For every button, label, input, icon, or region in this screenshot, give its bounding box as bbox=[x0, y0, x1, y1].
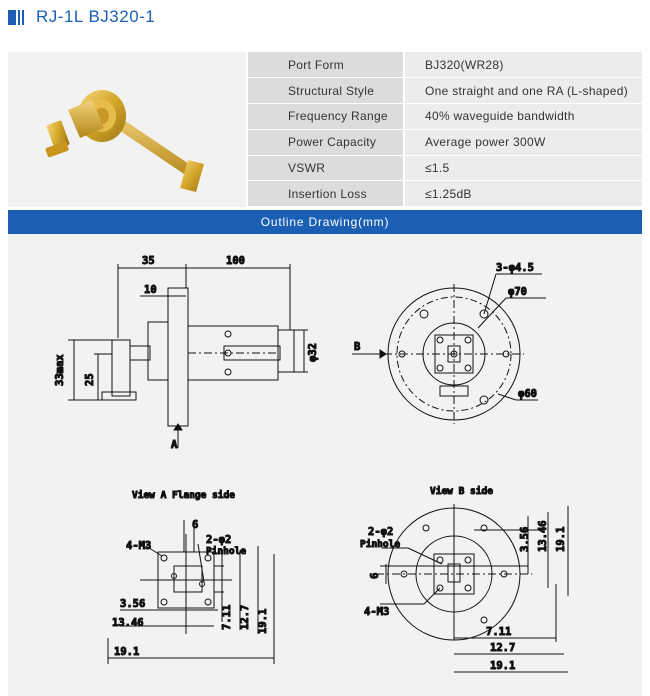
spec-section bbox=[8, 52, 642, 207]
view-a-label: A bbox=[171, 439, 178, 451]
spec-label: Port Form bbox=[248, 52, 404, 78]
table-row bbox=[248, 52, 642, 78]
pinhole-label: Pinhole bbox=[206, 546, 247, 557]
spec-value: BJ320(WR28) bbox=[404, 52, 642, 78]
spec-label: Structural Style bbox=[248, 78, 404, 104]
spec-value: ≤1.5 bbox=[404, 155, 642, 181]
dim-b-13-46: 13.46 bbox=[537, 520, 549, 552]
dim-b-19-1-horizontal: 19.1 bbox=[490, 660, 516, 672]
dim-4-m3: 4-M3 bbox=[126, 540, 152, 552]
page-title: RJ-1L BJ320-1 bbox=[36, 7, 156, 26]
outline-drawing bbox=[8, 234, 642, 696]
dim-10: 10 bbox=[144, 284, 157, 296]
side-view bbox=[68, 264, 308, 448]
technical-drawing bbox=[8, 234, 642, 696]
table-row bbox=[248, 129, 642, 155]
dim-13-46: 13.46 bbox=[112, 617, 144, 629]
spec-value: ≤1.25dB bbox=[404, 181, 642, 207]
dim-b-3-56: 3.56 bbox=[519, 526, 531, 552]
outline-drawing-title: Outline Drawing(mm) bbox=[8, 210, 642, 234]
view-b-title: View B side bbox=[430, 486, 493, 497]
dim-b-2-phi2: 2-φ2 bbox=[368, 526, 394, 538]
dim-3-56: 3.56 bbox=[120, 598, 146, 610]
dim-b-12-7: 12.7 bbox=[490, 642, 516, 654]
view-a-title: View A Flange side bbox=[132, 490, 235, 501]
dim-12-7: 12.7 bbox=[239, 604, 251, 630]
spec-label: Power Capacity bbox=[248, 129, 404, 155]
dim-b-19-1-vertical: 19.1 bbox=[555, 526, 567, 552]
dim-35: 35 bbox=[142, 255, 155, 267]
dim-19-1-vertical: 19.1 bbox=[257, 608, 269, 634]
view-b-label: B bbox=[354, 341, 361, 353]
dim-19-1-horizontal: 19.1 bbox=[114, 646, 140, 658]
spec-value: One straight and one RA (L-shaped) bbox=[404, 78, 642, 104]
dim-7-11: 7.11 bbox=[221, 604, 233, 630]
dim-6: 6 bbox=[192, 519, 199, 531]
spec-label: VSWR bbox=[248, 155, 404, 181]
table-row bbox=[248, 155, 642, 181]
table-row bbox=[248, 78, 642, 104]
rotary-joint-photo-icon bbox=[8, 52, 246, 207]
dim-b-7-11: 7.11 bbox=[486, 626, 512, 638]
spec-label: Frequency Range bbox=[248, 104, 404, 130]
pinhole-label-b: Pinhole bbox=[360, 539, 401, 550]
dim-25: 25 bbox=[84, 373, 96, 386]
spec-label: Insertion Loss bbox=[248, 181, 404, 207]
title-bars-icon bbox=[8, 10, 26, 25]
dim-3-phi4-5: 3-φ4.5 bbox=[496, 262, 534, 274]
table-row bbox=[248, 181, 642, 207]
dim-100: 100 bbox=[226, 255, 245, 267]
spec-value: 40% waveguide bandwidth bbox=[404, 104, 642, 130]
dim-33max: 33max bbox=[54, 354, 66, 386]
spec-value: Average power 300W bbox=[404, 129, 642, 155]
dim-2-phi2: 2-φ2 bbox=[206, 534, 232, 546]
product-photo bbox=[8, 52, 246, 207]
dim-phi60: φ60 bbox=[518, 388, 537, 400]
page-header bbox=[8, 6, 155, 28]
dim-phi32: φ32 bbox=[307, 343, 319, 362]
dim-b-6: 6 bbox=[369, 572, 381, 579]
dim-b-4-m3: 4-M3 bbox=[364, 606, 390, 618]
table-row bbox=[248, 104, 642, 130]
spec-table bbox=[248, 52, 642, 207]
dim-phi70: φ70 bbox=[508, 286, 527, 298]
